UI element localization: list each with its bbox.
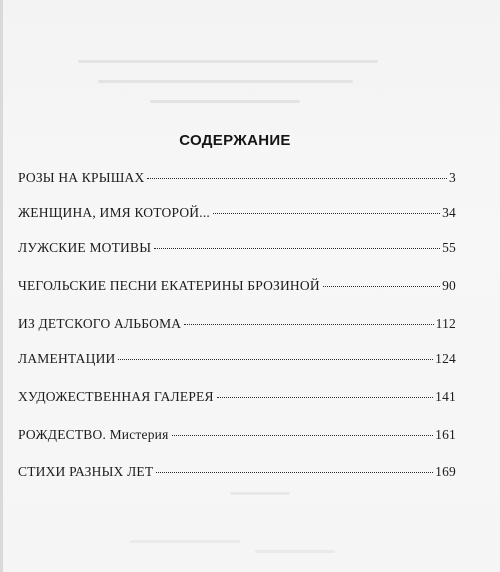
toc-entry-page: 112 <box>435 316 456 331</box>
toc-entry <box>18 316 456 336</box>
dot-leader <box>323 286 440 287</box>
toc-entry-title: ХУДОЖЕСТВЕННАЯ ГАЛЕРЕЯ <box>18 389 214 404</box>
toc-entry-title: ЛАМЕНТАЦИИ <box>18 351 116 366</box>
dot-leader <box>154 248 440 249</box>
dot-leader <box>172 435 434 436</box>
dot-leader <box>184 324 433 325</box>
page-edge <box>0 0 3 572</box>
toc-entry <box>18 389 456 409</box>
toc-entry-page: 141 <box>435 389 456 404</box>
toc-entry-page: 55 <box>442 240 456 255</box>
toc-title: СОДЕРЖАНИЕ <box>179 132 291 149</box>
dot-leader <box>147 178 447 179</box>
bleed-through-line <box>255 550 335 553</box>
toc-entry-title: РОЗЫ НА КРЫШАХ <box>18 170 145 185</box>
bleed-through-line <box>230 492 290 495</box>
toc-entry-title: ИЗ ДЕТСКОГО АЛЬБОМА <box>18 316 182 331</box>
toc-entry-page: 169 <box>435 464 456 479</box>
dot-leader <box>118 359 433 360</box>
toc-entry-title: ЧЕГОЛЬСКИЕ ПЕСНИ ЕКАТЕРИНЫ БРОЗИНОЙ <box>18 278 320 293</box>
bleed-through-line <box>130 540 240 543</box>
toc-entry-page: 3 <box>449 170 456 185</box>
toc-entry <box>18 240 456 260</box>
toc-entry <box>18 464 456 484</box>
bleed-through-line <box>98 80 353 83</box>
dot-leader <box>156 472 433 473</box>
toc-entry-page: 90 <box>442 278 456 293</box>
dot-leader <box>213 213 440 214</box>
toc-entry-page: 34 <box>442 205 456 220</box>
toc-entry-title: РОЖДЕСТВО. Мистерия <box>18 427 169 442</box>
toc-entry <box>18 278 456 298</box>
toc-entry-title: ЖЕНЩИНА, ИМЯ КОТОРОЙ... <box>18 205 210 220</box>
toc-entry-title: СТИХИ РАЗНЫХ ЛЕТ <box>18 464 154 479</box>
toc-entry <box>18 170 456 190</box>
bleed-through-line <box>78 60 378 63</box>
toc-entry <box>18 205 456 225</box>
toc-entry-title: ЛУЖСКИЕ МОТИВЫ <box>18 240 152 255</box>
toc-entry <box>18 427 456 447</box>
toc-entry-page: 161 <box>435 427 456 442</box>
bleed-through-line <box>150 100 300 103</box>
toc-entry-page: 124 <box>435 351 456 366</box>
toc-entry <box>18 351 456 371</box>
dot-leader <box>217 397 433 398</box>
